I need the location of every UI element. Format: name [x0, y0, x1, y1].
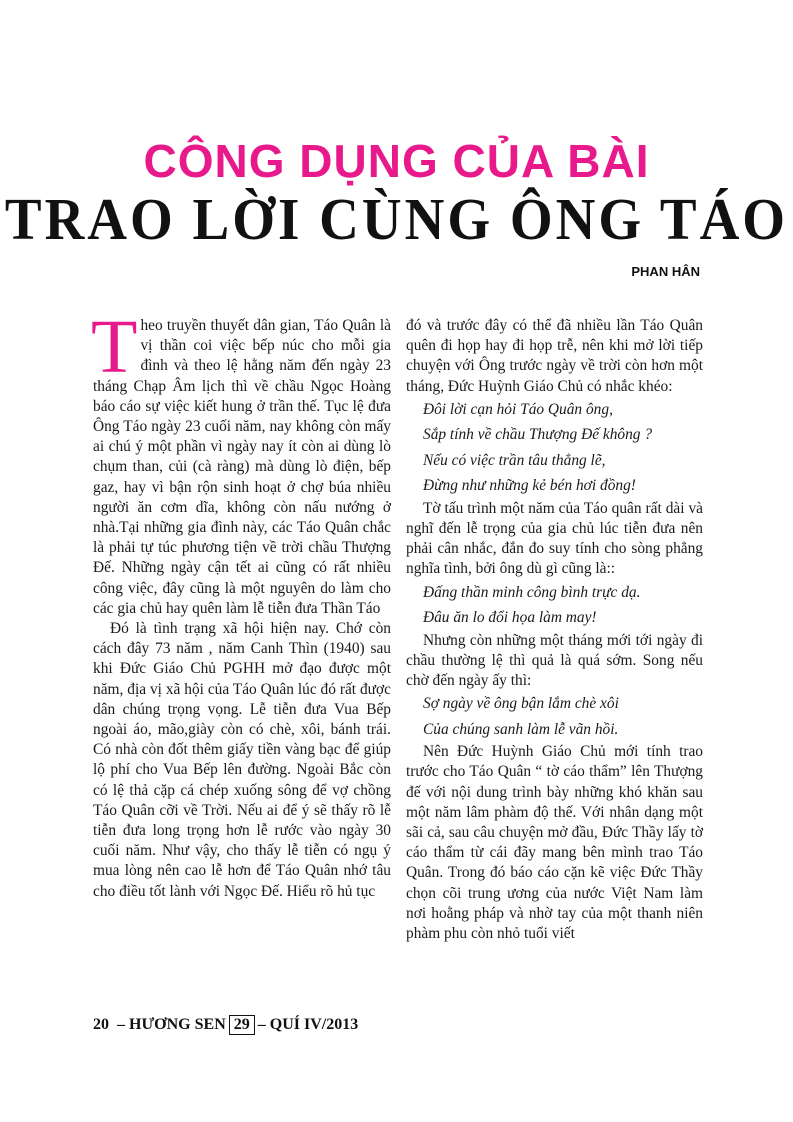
drop-cap: T: [91, 305, 138, 389]
paragraph-6: Nên Đức Huỳnh Giáo Chủ mới tính trao trước cho Táo Quân “ tờ cáo thẩm” lên Thượng đế với nội dung trình bày những khó khăn sau một năm lâm phàm độ thế. Với nhân dạng một sãi cả, sau câu chuyện mở đầu, Đức Thầy lấy tờ cáo thẩm từ cái đãy mang bên mình trao Táo Quân. Trong đó báo cáo cặn kẽ việc Đức Thầy chọn cõi trung ương của nước Việt Nam làm nơi hoằng pháp và nhờ tay của một thanh niên phàm phu còn nhỏ tuổi viết: [406, 743, 703, 943]
page-footer: [93, 1015, 358, 1035]
article-title-line-2: TRAO LỜI CÙNG ÔNG TÁO: [4, 186, 789, 253]
issue-number: 29: [229, 1015, 255, 1035]
left-column: [91, 305, 391, 902]
verse-line: Sợ ngày về ông bận lắm chè xôi: [423, 695, 619, 713]
verse-line: Của chúng sanh làm lễ vãn hồi.: [423, 720, 619, 738]
author-name: PHAN HÂN: [631, 264, 700, 279]
page-number: 20: [93, 1016, 109, 1033]
article-title-line-1: CÔNG DỤNG CỦA BÀI: [143, 135, 650, 187]
verse-line: Đâu ăn lo đổi họa làm may!: [423, 609, 597, 627]
verse-line: Đấng thần minh công bình trực dạ.: [423, 583, 641, 601]
issue-period: – QUÍ IV/2013: [257, 1016, 359, 1033]
paragraph-4: Tờ tấu trình một năm của Táo quân rất dài và nghĩ đến lễ trọng của gia chủ lúc tiễn đưa nên phải cân nhắc, đắn đo suy tính cho sòng phẳng nghĩa tình, bởi ông dù gì cũng là::: [406, 499, 703, 578]
verse-line: Nếu có việc trần tâu thẳng lẽ,: [423, 451, 606, 469]
verse-line: Sắp tính về chầu Thượng Đế không ?: [423, 426, 653, 444]
paragraph-5: Nhưng còn những một tháng mới tới ngày đi chầu thường lệ thì quả là quá sớm. Song nếu chờ đến ngày ấy thì:: [406, 631, 703, 690]
paragraph-3: đó và trước đây có thể đã nhiều lần Táo Quân quên đi họp hay đi họp trễ, nên khi mở lời tiếp chuyện với Ông trước ngày về trời còn hơn một tháng, Đức Huỳnh Giáo Chủ có nhắc khéo:: [406, 317, 703, 395]
verse-line: Đôi lời cạn hỏi Táo Quân ông,: [423, 400, 613, 418]
magazine-name: – HƯƠNG SEN: [117, 1016, 226, 1033]
verse-line: Đừng như những kẻ bén hơi đồng!: [423, 477, 636, 495]
right-column: [406, 316, 703, 944]
paragraph-2: Đó là tình trạng xã hội hiện nay. Chớ còn cách đây 73 năm , năm Canh Thìn (1940) sau khi Đức Giáo Chủ PGHH mở đạo được một năm, địa vị xã hội của Táo Quân lúc đó rất được dân chúng trọng vọng. Lễ tiễn đưa Vua Bếp ngoài áo, mão,giày còn có chè, xôi, bánh trái. Có nhà còn đốt thêm giấy tiền vàng bạc để giúp lộ phí cho Vua Bếp lên đường. Ngoài Bắc còn có lệ thả cặp cá chép xuống sông để vợ chồng Táo Quân cỡi về Trời. Nếu ai để ý sẽ thấy rõ lễ tiễn đưa long trọng hơn lễ rước vào ngày 30 cuối năm. Như vậy, cho thấy lễ tiễn có ngụ ý mua lòng nên cao lễ hơn để Táo Quân nhớ tâu cho điều tốt lành với Ngọc Đế. Hiểu rõ hủ tục: [93, 620, 391, 900]
paragraph-1-text: heo truyền thuyết dân gian, Táo Quân là vị thần coi việc bếp núc cho mỗi gia đình và theo lệ hằng năm đến ngày 23 tháng Chạp Âm lịch thì về chầu Ngọc Hoàng báo cáo sự việc kiết hung ở trần thế. Tục lệ đưa Ông Táo ngày 23 cuối năm, nay không còn mấy ai chú ý một phần vì ngày nay ít còn ai dùng lò chụm than, củi (cà ràng) mà dùng lò điện, bếp gaz, hay vì bận rộn sinh hoạt ở chợ búa nhiều người ăn cơm dĩa, không còn nấu nướng ở nhà.Tại những gia đình này, các Táo Quân chắc là phải tự túc phương tiện về trời chầu Thượng Đế. Những ngày cận tết ai cũng có rất nhiều công việc, đây cũng là một nguyên do làm cho các gia chủ hay quên làm lễ tiễn đưa Thần Táo: [93, 317, 391, 617]
paragraph-1: [91, 305, 391, 619]
